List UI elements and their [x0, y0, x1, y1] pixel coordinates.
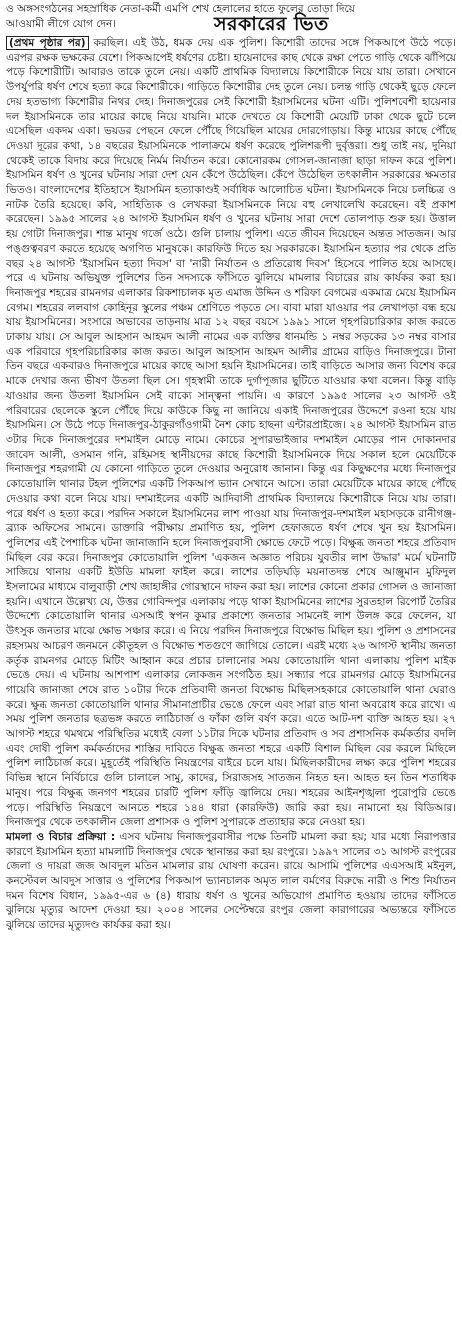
trial-section-heading: মামলা ও বিচার প্রক্রিয়া : [6, 830, 116, 843]
main-paragraph [6, 36, 456, 830]
main-body-text: করছিল। এই উঠ, ধমক দেয় এক পুলিশ। কিশোরী তাদের সঙ্গে পিকআপে উঠে পড়ে। এরপর রক্ষক ভক্ষকের বেশে। পিকআপেই ধর্ষণের চেষ্টা। হায়েনাদের কাছ থেকে রক্ষা পেতে গাড়ি থেকে ঝাঁপিয়ে পড়ে কিশোরীটি। আবারও তাকে তুলে নেয়। একটি প্রাথমিক বিদ্যালয়ে কিশোরীকে নিয়ে যায় তারা। সেখানে উপর্যুপরি ধর্ষণ শেষে হত্যা করে কিশোরীকে। গাড়িতে কিশোরীর দেহ তুলে নেয়। চলন্ত গাড়ি থেকেই ছুড়ে ফেলে দেয় হতভাগ্য কিশোরীর নিথর দেহ। দিনাজপুরের সেই কিশোরী ইয়াসমিনের ঘটনা এটি। পুলিশবেশী হায়েনার দল ইয়াসমিনকে তার মায়ের কাছে নিয়ে যায়নি। মাকে দেখতে যে কিশোরী মেয়েটি ঢাকা থেকে ছুটে চলে এসেছিল একদম একা। ভয়ডর পেছনে ফেলে পৌঁছে গিয়েছিল মায়ের দোরগোড়ায়। কিন্তু মায়ের কাছে পৌঁছে দেওয়া দূরের কথা, ১৪ বছরের ইয়াসমিনকে পালাক্রমে ধর্ষণ করেছে পুলিশরূপী দুর্বৃত্তরা। শুধু তাই নয়, দুনিয়া থেকেই তাকে বিদায় করে দিয়েছে নির্মম নির্যাতন করে। কোনোরকম গোসল-জানাজা ছাড়া দাফন করে পুলিশ। ইয়াসমিন ধর্ষণ ও খুনের ঘটনায় সারা দেশ যেন কেঁপে উঠেছিল। কেঁপে উঠেছিল তৎকালীন সরকারের ক্ষমতার ভিতও। বাংলাদেশের ইতিহাসে ইয়াসমিন হত্যাকাণ্ডই সর্বাধিক আলোচিত ঘটনা। ইয়াসমিনকে নিয়ে চলচ্চিত্র ও নাটক তৈরি হয়েছে। কবি, সাহিত্যিক ও লেখকরা ইয়াসমিনকে নিয়ে বহু লেখালেখি করেছেন। বই প্রকাশ করেছেন। ১৯৯৫ সালের ২৪ আগস্ট ইয়াসমিন ধর্ষণ ও খুনের ঘটনায় সারা দেশে তোলপাড় শুরু হয়। উত্তাল হয় গোটা দিনাজপুর। শান্ত মানুষ গর্জে ওঠে। গুলি চালায় পুলিশ। এতে জীবন দিয়েছেন অন্তত সাতজন। আর পঙ্গুত্ববরণ করতে হয়েছে অগণিত মানুষকে। কারফিউ দিতে হয় সরকারকে। ইয়াসমিন হত্যার পর থেকে প্রতি বছর ২৪ আগস্ট 'ইয়াসমিন হত্যা দিবস' বা 'নারী নির্যাতন ও প্রতিরোধ দিবস' হিসেবে পালিত হয়ে আসছে। পরে এ ঘটনায় অভিযুক্ত পুলিশের তিন সদস্যকে ফাঁসিতে ঝুলিয়ে মামলার বিচারের রায় কার্যকর করা হয়। দিনাজপুর শহরের রামনগর এলাকার রিকশাচালক মৃত এমাজ উদ্দিন ও শরিফা বেগমের একমাত্র মেয়ে ইয়াসমিন বেগম। শহরের ললবাগ কোহিনূর স্কুলের পঞ্চম শ্রেণিতে পড়তে সে। বাবা মারা যাওয়ার পর লেখাপড়া বন্ধ হয়ে যায় ইয়াসমিনের। সংসারে অভাবের তাড়নায় মাত্র ১২ বছর বয়সে ১৯৯১ সালে গৃহপরিচারিকার কাজ করতে ঢাকায় যায়। সে আবুল আহসান আহমদ আলী নামের এক ব্যক্তির ধানমন্ডি ১ নম্বর সড়কের ১৩ নম্বর বাসার এক পরিবারে গৃহপরিচারিকার কাজ করত। আবুল আহসান আহমদ আলীর গ্রামের বাড়িও দিনাজপুরে। টানা তিন বছরে একবারও দিনাজপুরে মায়ের কাছে আসা হয়নি ইয়াসমিনের। তাই বাড়িতে আসার জন্য বিশেষ করে মাকে দেখার জন্য ভীষণ উতলা ছিল সে। গৃহস্বামী তাকে দুর্গাপূজার ছুটিতে যাওয়ার কথা বলেন। কিন্তু বাড়ি যাওয়ার জন্য উতলা ইয়াসমিন সেই বাক্যে সান্ত্বনা পায়নি। এ কারণে ১৯৯৫ সালের ২৩ আগস্ট ওই পরিবারের ছেলেকে স্কুলে পৌঁছে দিয়ে কাউকে কিছু না জানিয়ে একাই দিনাজপুরের উদ্দেশে রওনা হয়ে যায় ইয়াসমিন। সে উঠে পড়ে দিনাজপুর-ঠাকুরগাঁওগামী নৈশ কোচ হাছনা এন্টারপ্রাইজে। ২৪ আগস্ট ইয়াসমিন রাত ৩টার দিকে দিনাজপুরের দশমাইল মোড়ে নামে। কোচের সুপারভাইজার দশমাইল মোড়ের পান দোকানদার জাবেদ আলী, ওসমান গনি, রহিমসহ স্থানীয়দের কাছে কিশোরী ইয়াসমিনকে দিয়ে সকাল হলে মেয়েটিকে দিনাজপুর শহরগামী যে কোনো গাড়িতে তুলে দেওয়ার অনুরোধ জানান। কিন্তু এর কিছুক্ষণের মধ্যে দিনাজপুর কোতোয়ালি থানার টহল পুলিশের একটি পিকআপ ভ্যান সেখানে আসে। তারা মেয়েটিকে মায়ের কাছে পৌঁছে দেওয়ার কথা বলে নিয়ে যায়। দশমাইলের একটি আদিবাসী প্রাথমিক বিদ্যালয়ে কিশোরীকে নিয়ে যায় তারা। পরে ধর্ষণ ও হত্যা করে। পরদিন সকালে ইয়াসমিনের লাশ পাওয়া যায় দিনাজপুর-দশমাইল মহাসড়কে রানীগঞ্জ-ব্র্যাক অফিসের সামনে। ডাক্তারি পরীক্ষায় প্রমাণিত হয়, পুলিশ হেফাজতে ধর্ষণ শেষে খুন হয় ইয়াসমিন। পুলিশের এই পৈশাচিক ঘটনা জানাজানি হলে দিনাজপুরবাসী ক্ষোভে ফেটে পড়ে। বিক্ষুব্ধ জনতা শহরে প্রতিবাদ মিছিল বের করে। দিনাজপুর কোতোয়ালি পুলিশ 'একজন অজ্ঞাত পরিচয় যুবতীর লাশ উদ্ধার' মর্মে ঘটনাটি সাজিয়ে থানায় একটি ইউডি মামলা ফাইল করে। লাশের তড়িঘড়ি ময়নাতদন্ত শেষে আঞ্জুমান মুফিদুল ইসলামের মাধ্যমে বালুবাড়ী শেখ জাহাঙ্গীর গোরস্থানে দাফন করা হয়। লাশের কোনো প্রকার গোসল ও জানাজা হয়নি। এখানে উল্লেখ্য যে, উত্তর গোবিন্দপুর এলাকায় পড়ে থাকা ইয়াসমিনের লাশের সুরতহাল রিপোর্ট তৈরির উদ্দেশ্যে কোতোয়ালি থানার এসআই স্বপন কুমার প্রকাশ্যে জনতার সামনেই লাশ উলঙ্গ করে ফেলেন, যা উৎসুক জনতার মাঝে ক্ষোভ সঞ্চার করে। এ নিয়ে পরদিন দিনাজপুরে বিক্ষোভ মিছিল হয়। পুলিশ ও প্রশাসনের রহস্যময় আচরণ জনমনে কৌতূহল ও বিক্ষোভ শতগুণে জাগিয়ে তোলে। এরই মধ্যে ২৬ আগস্ট স্থানীয় জনতা কর্তৃক রামনগর মোড়ে মিটিং আহ্বান করে প্রচার চালানোর সময় কোতোয়ালি থানা এলাকায় পুলিশ মাইক ভেঙে দেয়। এ ঘটনায় আশপাশ এলাকার লোকজন সংগঠিত হয়। সন্ধ্যার পরে রামনগর মোড়ে ইয়াসমিনের গায়েবি জানাজা শেষে রাত ১০টার দিকে প্রতিবাদী জনতা বিক্ষোভ মিছিলসহকারে কোতোয়ালি থানা ঘেরাও করে। ক্ষুব্ধ জনতা কোতোয়ালি থানার সীমানাপ্রাচীর ভেঙে ফেলে এবং সারা রাত থানা অবরোধ করে রাখে। এ সময় পুলিশ জনতার ছত্রভঙ্গ করতে লাঠিচার্জ ও ফাঁকা গুলি বর্ষণ করে। এতে আট-দশ ব্যক্তি আহত হয়। ২৭ আগস্ট শহরে থমথমে পরিস্থিতির মধ্যেই বেলা ১১টার দিকে ঘটনার প্রতিবাদ ও সব প্রশাসনিক কর্মকর্তার বদলি এবং দোষী পুলিশ কর্মকর্তাদের শাস্তির দাবিতে বিক্ষুব্ধ জনতা শহরে একটি বিশাল মিছিল বের করলে মিছিলে পুলিশ লাঠিচার্জ করে। মুহূর্তেই পরিস্থিতি নিয়ন্ত্রণের বাইরে চলে যায়। মিছিলকারীদের লক্ষ্য করে পুলিশ শহরের বিভিন্ন স্থানে নির্বিচারে গুলি চালালে সামু, কাদের, সিরাজসহ সাতজন নিহত হন। আহত হন তিন শতাধিক মানুষ। পরে বিক্ষুব্ধ জনগণ শহরের চারটি পুলিশ ফাঁড়ি জ্বালিয়ে দেয়। শহরের আইনশৃঙ্খলা পুরোপুরি ভেঙে পড়ে। পরিস্থিতি নিয়ন্ত্রণে আনতে শহরে ১৪৪ ধারা (কারফিউ) জারি করা হয়। নামানো হয় বিডিআর। দিনাজপুর থেকে তৎকালীন জেলা প্রশাসক ও পুলিশ সুপারকে প্রত্যাহার করে নেওয়া হয়। [6, 37, 457, 829]
trial-paragraph [6, 830, 456, 933]
lead-in-line-2: আওয়ামী লীগে যোগ দেন। [6, 18, 117, 30]
article-headline: সরকারের ভিত [214, 13, 329, 35]
lead-in-line-1: ও অঙ্গসংগঠনের সহস্রাধিক নেতা-কর্মী এমপি শেখ হেলালের হাতে ফুলের তোড়া দিয়ে [6, 3, 355, 15]
trial-section-body: এসব ঘটনায় দিনাজপুরবাসীর পক্ষে তিনটি মামলা করা হয়; যার মধ্যে নিরাপত্তার কারণে ইয়াসমিন হত্যা মামলাটি দিনাজপুর থেকে স্থানান্তর করা হয় রংপুরে। ১৯৯৭ সালের ৩১ আগস্ট রংপুরের জেলা ও দায়রা জজ আবদুল মতিন মামলার রায় ঘোষণা করেন। রায়ে আসামি পুলিশের এএসআই মইনুল, কনস্টেবল আবদুস সাত্তার ও পুলিশের পিকআপ ভ্যানচালক অমৃত লাল বর্মণের বিরুদ্ধে নারী ও শিশু নির্যাতন দমন বিশেষ বিধান, ১৯৯৫-এর ৬ (৪) ধারায় ধর্ষণ ও খুনের অভিযোগ প্রমাণিত হওয়ায় তাদের ফাঁসিতে ঝুলিয়ে মৃত্যুর আদেশ দেওয়া হয়। ২০০৪ সালের সেপ্টেম্বরে রংপুর জেলা কারাগারের অভ্যন্তরে ফাঁসিতে ঝুলিয়ে তাদের মৃত্যুদণ্ড কার্যকর করা হয়। [6, 830, 457, 932]
article-body [6, 36, 456, 933]
continued-from-front-page-label: (প্রথম পৃষ্ঠার পর) [6, 36, 89, 50]
